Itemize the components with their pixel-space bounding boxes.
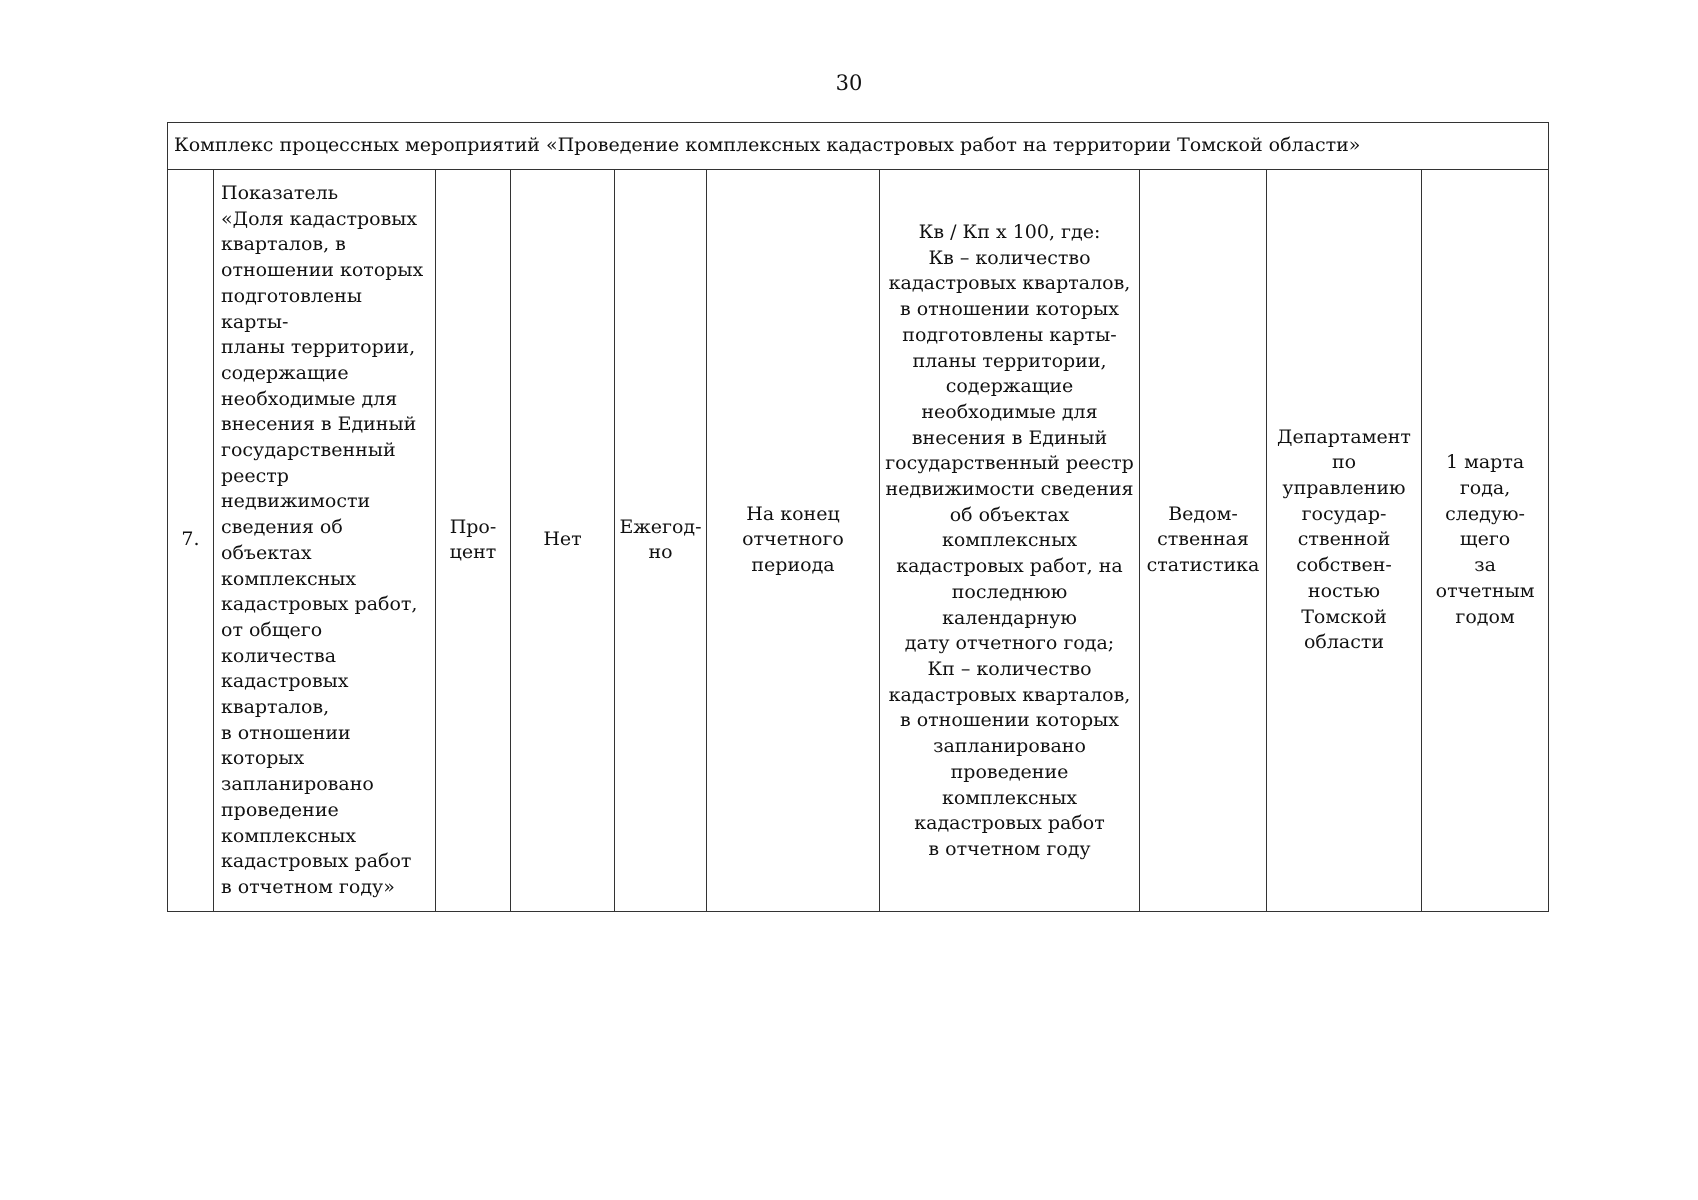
time-reference-cell: На конец отчетного периода: [707, 170, 880, 912]
deadline-cell: 1 марта года, следую- щего за отчетным годом: [1422, 170, 1549, 912]
page-number: 30: [835, 71, 863, 95]
indicator-table: [167, 122, 1549, 912]
table-row: [168, 170, 1549, 912]
periodicity-cell: Ежегод- но: [615, 170, 707, 912]
cumulative-cell: Нет: [511, 170, 615, 912]
row-number-cell: 7.: [168, 170, 214, 912]
responsible-cell: Департамент по управлению государ- ственной собствен- ностью Томской области: [1267, 170, 1422, 912]
unit-cell: Про- цент: [436, 170, 511, 912]
data-source-cell: Ведом- ственная статистика: [1140, 170, 1267, 912]
section-header-row: [168, 123, 1549, 170]
section-title: Комплекс процессных мероприятий «Проведение комплексных кадастровых работ на территории Томской области»: [168, 123, 1549, 170]
formula-cell: Кв / Кп х 100, где: Кв – количество кадастровых кварталов, в отношении которых подготовлены карты- планы территории, содержащие необходимые для внесения в Единый государственный реестр недвижимости сведения об объектах комплексных кадастровых работ, на последнюю календарную дату отчетного года; Кп – количество кадастровых кварталов, в отношении которых запланировано проведение комплексных кадастровых работ в отчетном году: [880, 170, 1140, 912]
indicator-name-cell: Показатель «Доля кадастровых кварталов, в отношении которых подготовлены карты- планы территории, содержащие необходимые для внесения в Единый государственный реестр недвижимости сведения об объектах комплексных кадастровых работ, от общего количества кадастровых кварталов, в отношении которых запланировано проведение комплексных кадастровых работ в отчетном году»: [214, 170, 436, 912]
